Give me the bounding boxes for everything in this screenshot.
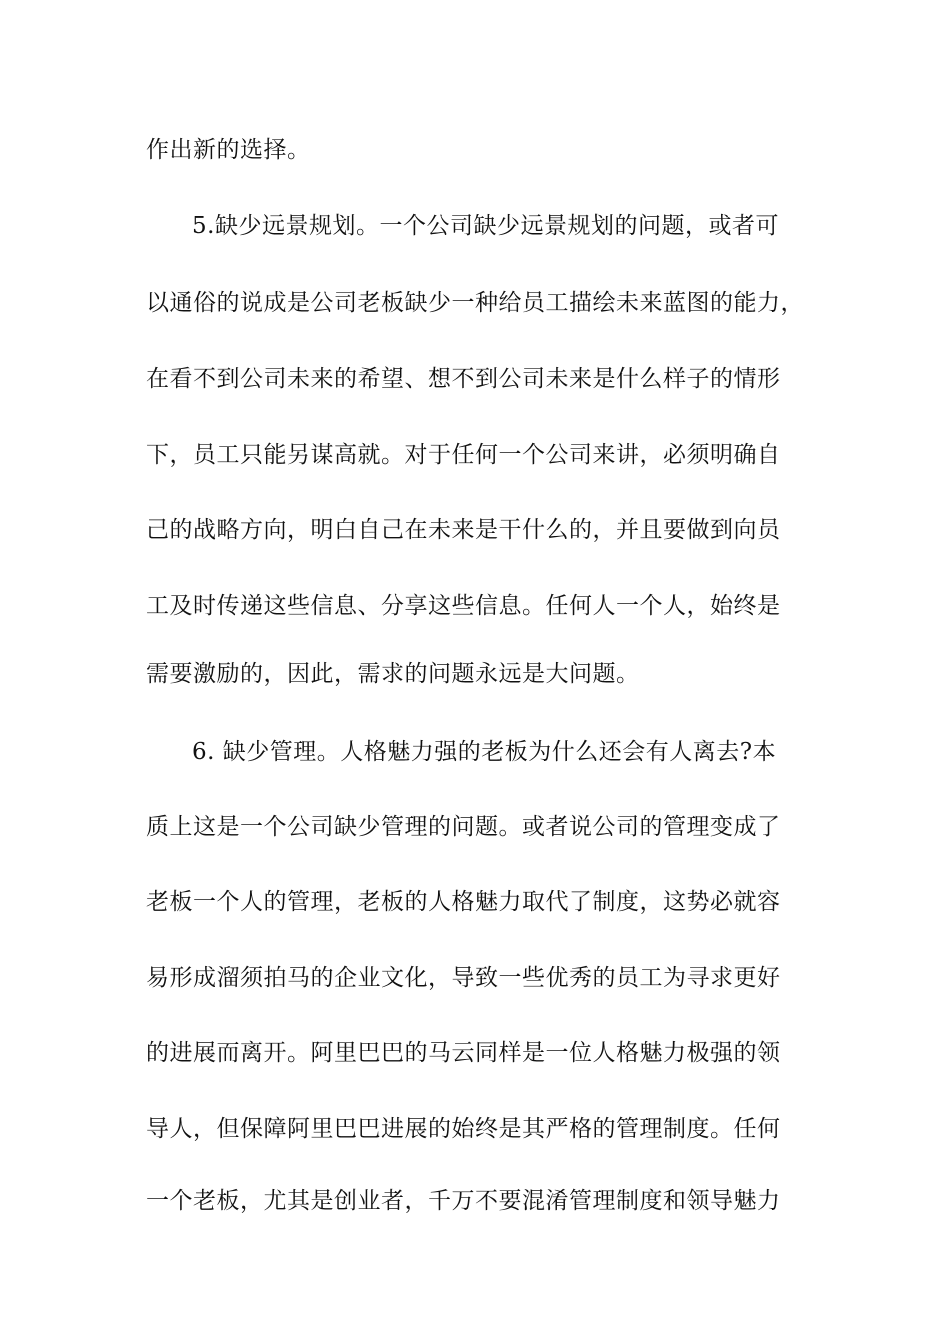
paragraph-6-first-line: 6. 缺少管理。人格魅力强的老板为什么还会有人离去?本 <box>192 739 777 765</box>
text-line: 质上这是一个公司缺少管理的问题。或者说公司的管理变成了 <box>146 814 781 840</box>
text-line: 需要激励的，因此，需求的问题永远是大问题。 <box>146 661 640 687</box>
text-line: 的进展而离开。阿里巴巴的马云同样是一位人格魅力极强的领 <box>146 1040 781 1066</box>
text-line: 己的战略方向，明白自己在未来是干什么的，并且要做到向员 <box>146 517 781 543</box>
text-line: 导人，但保障阿里巴巴进展的始终是其严格的管理制度。任何 <box>146 1116 781 1142</box>
text-line: 工及时传递这些信息、分享这些信息。任何人一个人，始终是 <box>146 593 781 619</box>
text-line: 在看不到公司未来的希望、想不到公司未来是什么样子的情形 <box>146 366 781 392</box>
text-line: 以通俗的说成是公司老板缺少一种给员工描绘未来蓝图的能力， <box>146 290 804 316</box>
text-line: 作出新的选择。 <box>146 137 311 163</box>
text-line: 老板一个人的管理，老板的人格魅力取代了制度，这势必就容 <box>146 889 781 915</box>
paragraph-5-first-line: 5.缺少远景规划。一个公司缺少远景规划的问题，或者可 <box>192 213 779 239</box>
text-line: 下，员工只能另谋高就。对于任何一个公司来讲，必须明确自 <box>146 442 781 468</box>
text-line: 一个老板，尤其是创业者，千万不要混淆管理制度和领导魅力 <box>146 1188 781 1214</box>
text-line: 易形成溜须拍马的企业文化，导致一些优秀的员工为寻求更好 <box>146 965 781 991</box>
